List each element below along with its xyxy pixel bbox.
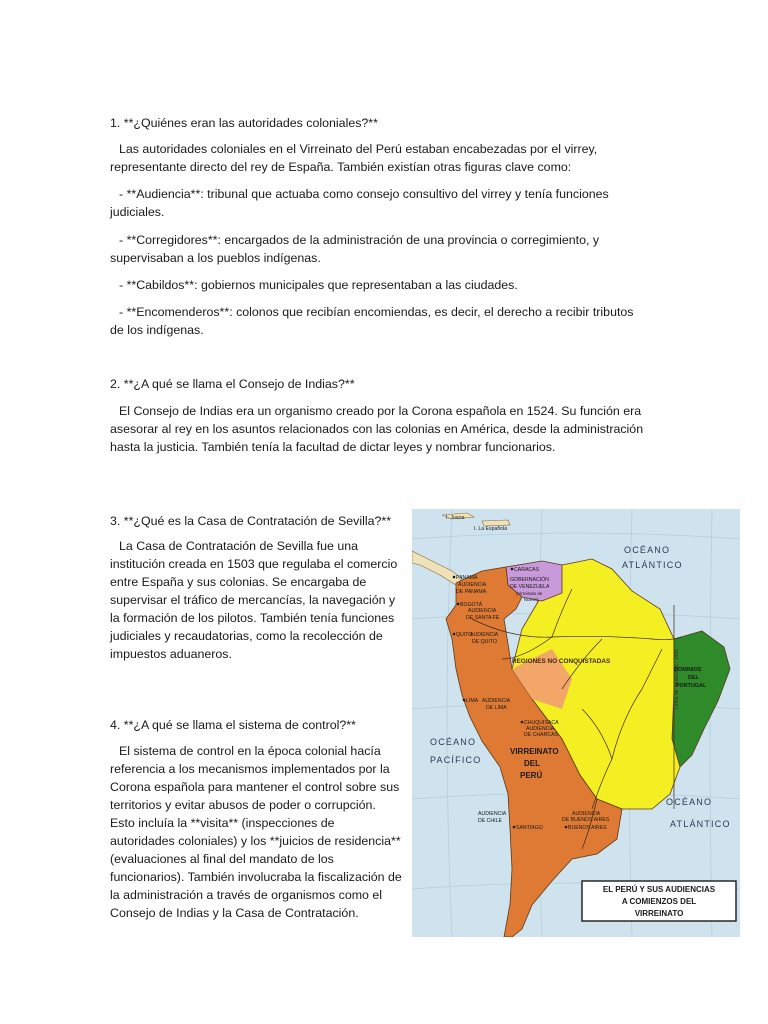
label-aud-charcas-1: AUDIENCIA (526, 726, 555, 732)
label-regiones: REGIONES NO CONQUISTADAS (512, 658, 611, 665)
label-juana: I. Juana (446, 515, 465, 521)
answer-1-cabildos: - **Cabildos**: gobiernos municipales que representaban a las ciudades. (119, 278, 518, 292)
ocean-pacific-2: PACÍFICO (430, 755, 482, 765)
label-bogota: BOGOTÁ (460, 602, 483, 608)
label-caracas: CARACAS (514, 567, 540, 573)
question-2: 2. **¿A qué se llama el Consejo de Indias?** (110, 377, 355, 391)
label-aud-chile-2: DE CHILE (478, 818, 502, 824)
label-dominios-2: DEL (688, 675, 699, 681)
question-4: 4. **¿A qué se llama el sistema de control?** (110, 718, 356, 732)
label-aud-buenos-aires-2: DE BUENOS AIRES (562, 817, 610, 823)
answer-4: El sistema de control en la época colonial hacía referencia a los mecanismos implementados por la Corona española para mantener el control sobre sus territorios y evitar abusos de poder o corrupción. Esto incluía la **visita** (inspecciones de autoridades coloniales) y los **juicios de residencia** (evaluaciones al final del mandato de los funcionarios). También involucraba la fiscalización de la administración a través de organismos como el Consejo de Indias y la Casa de Contratación. (110, 744, 402, 920)
ocean-atlantic-bottom-2: ATLÁNTICO (670, 819, 731, 829)
label-gob-venezuela-2: DE VENEZUELA (510, 584, 550, 590)
map-title-line-3: VIRREINATO (634, 909, 684, 918)
label-aud-quito-2: DE QUITO (472, 639, 497, 645)
label-gob-venezuela-1: GOBERNACIÓN (510, 577, 549, 583)
label-lima: LIMA (466, 698, 479, 704)
ocean-atlantic-top-1: OCÉANO (624, 545, 671, 555)
label-espanola: I. La Española (474, 526, 508, 532)
label-aud-buenos-aires-1: AUDIENCIA (572, 811, 601, 817)
answer-2: El Consejo de Indias era un organismo creado por la Corona española en 1524. Su función era asesorar al rey en los asuntos relacionados con las colonias en América, desde la administración hasta la justicia. También tenía la facultad de dictar leyes y nombrar funcionarios. (110, 404, 644, 454)
label-buenos-aires: BUENOS AIRES (568, 825, 607, 831)
label-aud-charcas-2: DE CHARCAS (524, 732, 559, 738)
label-aud-lima-1: AUDIENCIA (482, 698, 511, 704)
label-panama: PANAMÁ (456, 575, 478, 581)
label-aud-panama-1: AUDIENCIA (458, 582, 487, 588)
label-virreinato-2: DEL (524, 759, 540, 768)
label-virreinato-3: PERÚ (520, 771, 543, 780)
answer-1-encomenderos: - **Encomenderos**: colonos que recibían encomiendas, es decir, el derecho a recibir tributos de los indígenas. (110, 305, 634, 337)
label-dominios-1: DOMINIOS (674, 667, 702, 673)
label-chuquisaca: CHUQUISACA (524, 720, 559, 726)
label-aud-quito-1: AUDIENCIA (470, 632, 499, 638)
label-aud-chile-1: AUDIENCIA (478, 811, 507, 817)
answer-3: La Casa de Contratación de Sevilla fue una institución creada en 1503 que regulaba el comercio entre España y sus colonias. Se encargaba de supervisar el tráfico de mercancías, la navegación y la formación de los pilotos. También tenía funciones judiciales y recaudatorias, como la recolección de impuestos aduaneros. (110, 539, 398, 661)
map-title-line-1: EL PERÚ Y SUS AUDIENCIAS (602, 885, 716, 894)
map-title-line-2: A COMIENZOS DEL (621, 897, 697, 906)
answer-1-corregidores: - **Corregidores**: encargados de la administración de una provincia o corregimiento, y supervisaban a los pueblos indígenas. (110, 233, 600, 265)
ocean-pacific-1: OCÉANO (430, 737, 477, 747)
label-aud-lima-2: DE LIMA (486, 705, 507, 711)
label-aud-panama-2: DE PANAMÁ (456, 589, 487, 595)
question-1: 1. **¿Quiénes eran las autoridades coloniales?** (110, 116, 378, 130)
answer-1-intro: Las autoridades coloniales en el Virreinato del Perú estaban encabezadas por el virrey, representante directo del rey de España. También existían otras figuras clave como: (110, 142, 598, 174)
label-santiago: SANTIAGO (516, 825, 543, 831)
label-quito: QUITO (456, 632, 473, 638)
label-aud-santa-fe-1: AUDIENCIA (468, 608, 497, 614)
answer-1-audiencia: - **Audiencia**: tribunal que actuaba como consejo consultivo del virrey y tenía funciones judiciales. (110, 187, 609, 219)
label-aud-santa-fe-2: DE SANTA FE (466, 615, 500, 621)
label-gob-venezuela-4: Nueva) (524, 597, 539, 602)
tordesillas-label: Línea de Tordesillas - 1494 (674, 649, 680, 709)
question-3: 3. **¿Qué es la Casa de Contratación de Sevilla?** (110, 514, 392, 528)
ocean-atlantic-bottom-1: OCÉANO (666, 797, 713, 807)
label-dominios-3: PORTUGAL (676, 683, 707, 689)
ocean-atlantic-top-2: ATLÁNTICO (622, 560, 683, 570)
colonial-map (412, 509, 740, 937)
label-gob-venezuela-3: (Virreinato de (516, 591, 543, 596)
label-virreinato-1: VIRREINATO (510, 747, 559, 756)
